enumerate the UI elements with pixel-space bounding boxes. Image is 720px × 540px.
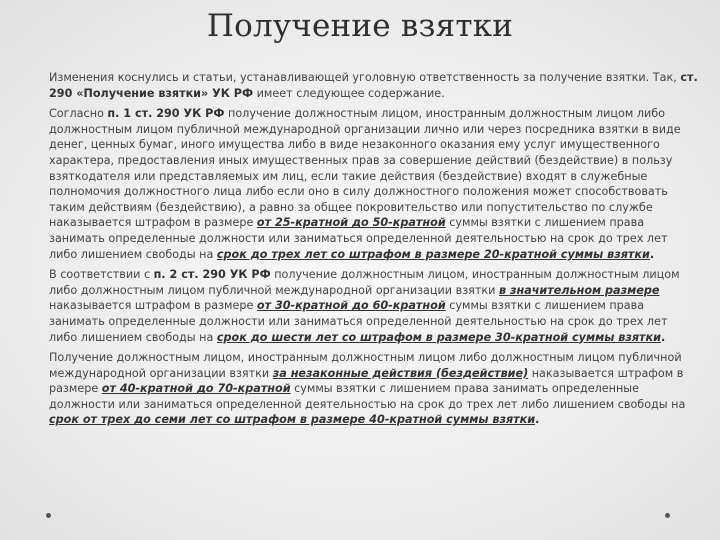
text: получение должностным лицом, иностранным должностным лицом либо должностным лицом публичной международной организации взятки — [49, 268, 680, 297]
paragraph-clause-2 — [49, 267, 699, 345]
emphasis-fine-range: от 30-кратной до 60-кратной — [256, 299, 446, 313]
text: Изменения коснулись и статьи, устанавливающей уголовную ответственность за получение взятки. Так, — [49, 71, 681, 84]
text: Согласно — [49, 107, 108, 121]
decorative-dot-right — [665, 513, 670, 518]
paragraph-intro — [49, 70, 699, 101]
text: . — [535, 413, 540, 427]
emphasis-fine-range: от 40-кратной до 70-кратной — [101, 382, 291, 396]
slide-body — [49, 70, 699, 433]
article-reference: ст. 290 «Получение взятки» УК РФ — [49, 71, 698, 100]
text: имеет следующее содержание. — [253, 86, 445, 100]
text: наказывается штрафом в размере — [49, 366, 684, 396]
text: . — [649, 247, 655, 261]
article-reference: п. 1 ст. 290 УК РФ — [107, 107, 225, 121]
text: суммы взятки с лишением права занимать определенные должности или заниматься определенной деятельностью на срок до трех лет либо лишением свободы на — [49, 216, 668, 261]
emphasis-prison-term: срок от трех до семи лет со штрафом в размере 40-кратной суммы взятки — [49, 413, 536, 427]
decorative-dot-left — [46, 513, 51, 518]
page-title: Получение взятки — [206, 8, 514, 44]
text: получение должностным лицом, иностранным должностным лицом либо должностным лицом публичной международной организации лично или через посредника взятки в виде денег, ценных бумаг, иного имущества либо в виде незаконного оказания ему услуг имущественного характера, предоставления иных имущественных прав за совершение действий (бездействие) в пользу взяткодателя или представляемых им лиц, если такие действия (бездействие) входят в служебные полномочия должностного лица либо если оно в силу должностного положения может способствовать таким действиям (бездействию), а равно за общее покровительство или попустительство по службе наказывается штрафом в размере — [49, 107, 681, 230]
text: суммы взятки с лишением права занимать определенные должности или заниматься определенной деятельностью на срок до трех лет либо лишением свободы на — [49, 382, 686, 411]
text: суммы взятки с лишением права занимать определенные должности или заниматься определенной деятельностью на срок до трех лет либо лишением свободы на — [49, 299, 668, 344]
emphasis-prison-term: срок до шести лет со штрафом в размере 30-кратной суммы взятки — [216, 330, 661, 344]
text: В соответствии с — [49, 268, 154, 282]
emphasis-size: в значительном размере — [498, 283, 660, 297]
article-reference: п. 2 ст. 290 УК РФ — [153, 268, 271, 282]
paragraph-clause-3 — [49, 350, 699, 428]
text: Получение должностным лицом, иностранным должностным лицом либо должностным лицом публичной международной организации взятки — [49, 351, 682, 380]
emphasis-illegal-actions: за незаконные действия (бездействие) — [272, 366, 529, 380]
text: . — [660, 330, 666, 344]
emphasis-prison-term: срок до трех лет со штрафом в размере 20-кратной суммы взятки — [216, 247, 650, 261]
text: наказывается штрафом в размере — [49, 299, 257, 313]
emphasis-fine-range: от 25-кратной до 50-кратной — [256, 216, 446, 230]
paragraph-clause-1 — [49, 106, 699, 262]
